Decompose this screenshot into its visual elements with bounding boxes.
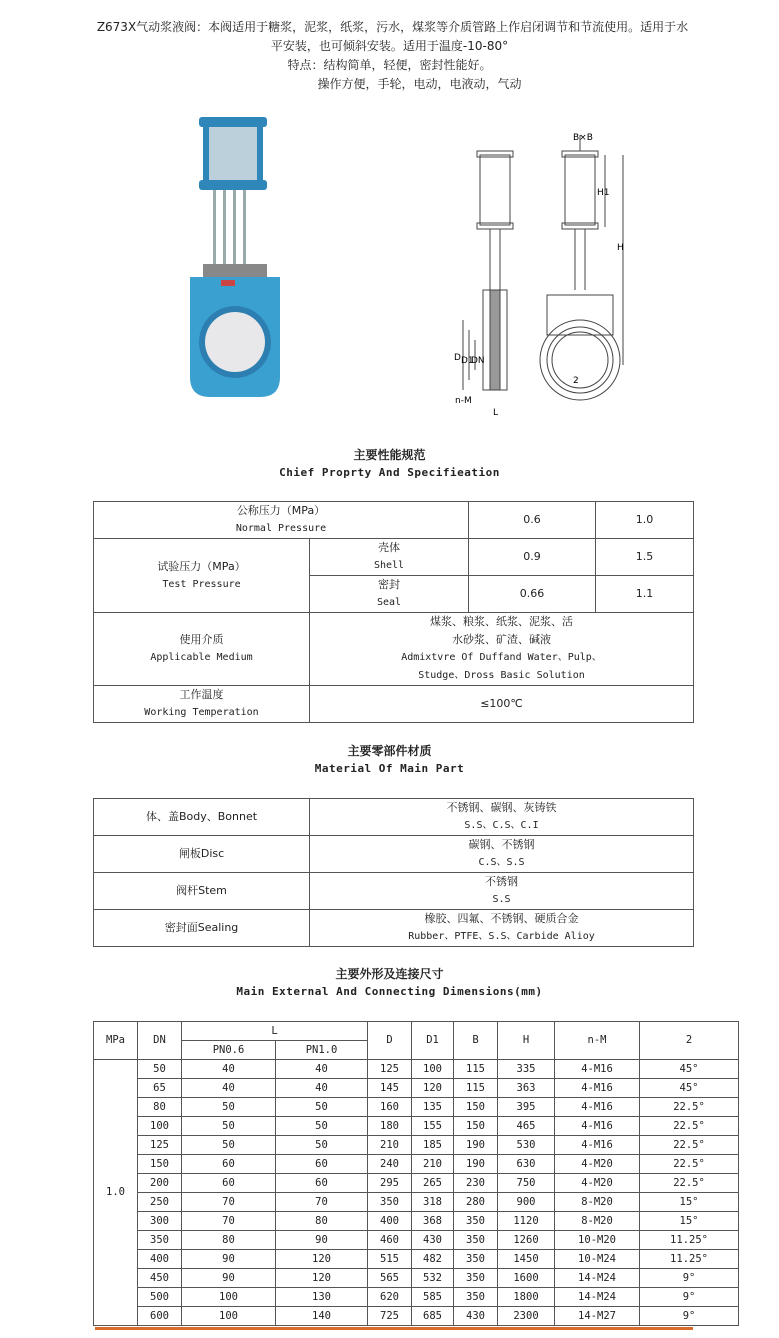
table-cell: 15° [640,1193,739,1212]
table-cell: 515 [368,1250,412,1269]
table-header-row: MPa DN L D D1 B H n-M 2 [94,1022,739,1041]
intro-line-2: 平安装，也可倾斜安装。适用于温度-10-80° [270,39,509,53]
table-cell: 210 [412,1155,454,1174]
table-cell: 15° [640,1212,739,1231]
label-d1: D1 [461,356,474,366]
table-cell: 100 [138,1117,182,1136]
table-cell: 80 [138,1098,182,1117]
table-cell: 180 [368,1117,412,1136]
mpa-cell: 1.0 [94,1060,138,1326]
performance-table [93,501,694,723]
table-cell: 725 [368,1307,412,1326]
material-table [93,798,694,947]
table-cell: 50 [276,1098,368,1117]
table-cell: 22.5° [640,1174,739,1193]
table-cell: 11.25° [640,1231,739,1250]
table-cell: 350 [454,1269,498,1288]
table-cell: 1120 [498,1212,555,1231]
table-cell: 500 [138,1288,182,1307]
table-cell: 10-M24 [555,1250,640,1269]
table-cell: 50 [182,1117,276,1136]
table-cell: 2300 [498,1307,555,1326]
table-cell: 155 [412,1117,454,1136]
table-cell: 750 [498,1174,555,1193]
table-cell: 65 [138,1079,182,1098]
table-cell: 430 [454,1307,498,1326]
intro-line-1: Z673X气动浆液阀：本阀适用于糖浆，泥浆，纸浆，污水，煤浆等介质管路上作启闭调节和节流使用。适用于水 [96,20,689,34]
table-cell: 4-M16 [555,1136,640,1155]
table-cell: 395 [498,1098,555,1117]
table-row [94,1060,739,1079]
table-row [94,1231,739,1250]
table-cell: 70 [182,1193,276,1212]
table-cell: 4-M16 [555,1117,640,1136]
table-cell: 530 [498,1136,555,1155]
table-cell: 585 [412,1288,454,1307]
intro-line-4: 操作方便，手轮，电动，电液动，气动 [317,77,522,91]
table-cell: 350 [138,1231,182,1250]
table-cell: 9° [640,1307,739,1326]
table-cell: 8-M20 [555,1212,640,1231]
table-row [94,1307,739,1326]
table-cell: 430 [412,1231,454,1250]
table-cell: 60 [276,1155,368,1174]
table-row [94,1288,739,1307]
table-cell: 685 [412,1307,454,1326]
table-row: 闸板Disc 碳钢、不锈钢 C.S、S.S [94,836,694,873]
table-header-row: PN0.6 PN1.0 [94,1041,739,1060]
table-cell: 60 [182,1174,276,1193]
table-cell: 190 [454,1136,498,1155]
table-row: 密封面Sealing 橡胶、四氟、不锈钢、硬质合金 Rubber、PTFE、S.S、Carbide Alioy [94,910,694,947]
table-cell: 100 [412,1060,454,1079]
table-row [94,1117,739,1136]
table-cell: 450 [138,1269,182,1288]
table-cell: 125 [368,1060,412,1079]
section3-title: 主要外形及连接尺寸 Main External And Connecting Dimensions(mm) [236,967,543,998]
table-cell: 210 [368,1136,412,1155]
table-cell: 4-M20 [555,1155,640,1174]
table-cell: 240 [368,1155,412,1174]
table-cell: 190 [454,1155,498,1174]
table-cell: 4-M16 [555,1060,640,1079]
label-bxb: B×B [573,133,593,143]
table-cell: 160 [368,1098,412,1117]
table-cell: 40 [182,1060,276,1079]
label-dn: DN [471,356,485,366]
table-cell: 150 [454,1098,498,1117]
table-cell: 150 [138,1155,182,1174]
table-cell: 150 [454,1117,498,1136]
table-cell: 70 [182,1212,276,1231]
table-row: 工作温度 Working Temperation ≤100℃ [94,686,694,723]
label-l: L [493,408,499,418]
dimension-drawing [445,125,655,425]
table-cell: 185 [412,1136,454,1155]
table-cell: 120 [276,1250,368,1269]
table-cell: 120 [276,1269,368,1288]
valve-photo [185,112,285,412]
table-cell: 14-M27 [555,1307,640,1326]
table-cell: 532 [412,1269,454,1288]
table-cell: 8-M20 [555,1193,640,1212]
table-cell: 45° [640,1060,739,1079]
table-cell: 318 [412,1193,454,1212]
table-cell: 40 [276,1079,368,1098]
bottom-accent-line [95,1327,693,1330]
table-cell: 60 [182,1155,276,1174]
table-cell: 4-M20 [555,1174,640,1193]
table-row: 阀杆Stem 不锈钢 S.S [94,873,694,910]
table-cell: 9° [640,1269,739,1288]
label-d: D [454,353,461,363]
intro-line-3: 特点：结构简单，轻便，密封性能好。 [287,58,492,72]
table-cell: 14-M24 [555,1288,640,1307]
table-cell: 80 [276,1212,368,1231]
table-cell: 200 [138,1174,182,1193]
table-cell: 1800 [498,1288,555,1307]
table-cell: 90 [182,1269,276,1288]
table-cell: 400 [138,1250,182,1269]
table-cell: 350 [368,1193,412,1212]
table-cell: 70 [276,1193,368,1212]
table-row: 体、盖Body、Bonnet 不锈钢、碳钢、灰铸铁 S.S、C.S、C.I [94,799,694,836]
table-cell: 40 [276,1060,368,1079]
label-h1: H1 [597,188,610,198]
dimensions-table [93,1021,739,1326]
table-cell: 22.5° [640,1136,739,1155]
table-cell: 50 [138,1060,182,1079]
table-cell: 40 [182,1079,276,1098]
label-h: H [617,243,624,253]
table-cell: 350 [454,1250,498,1269]
table-cell: 630 [498,1155,555,1174]
table-cell: 145 [368,1079,412,1098]
section2-title: 主要零部件材质 Material Of Main Part [314,744,465,775]
table-cell: 50 [276,1136,368,1155]
table-cell: 50 [182,1136,276,1155]
table-cell: 135 [412,1098,454,1117]
table-row: 公称压力（MPa） Normal Pressure 0.6 1.0 [94,502,694,539]
table-cell: 80 [182,1231,276,1250]
table-cell: 9° [640,1288,739,1307]
section1-title: 主要性能规范 Chief Proprty And Specifieation [279,448,500,479]
table-row [94,1174,739,1193]
table-cell: 11.25° [640,1250,739,1269]
table-cell: 482 [412,1250,454,1269]
table-cell: 90 [182,1250,276,1269]
table-cell: 900 [498,1193,555,1212]
label-angle: 2 [573,376,579,386]
table-cell: 350 [454,1212,498,1231]
table-cell: 1450 [498,1250,555,1269]
table-cell: 130 [276,1288,368,1307]
table-cell: 295 [368,1174,412,1193]
table-cell: 600 [138,1307,182,1326]
table-cell: 120 [412,1079,454,1098]
table-row [94,1193,739,1212]
table-row [94,1079,739,1098]
table-cell: 115 [454,1079,498,1098]
table-row [94,1212,739,1231]
table-cell: 230 [454,1174,498,1193]
table-cell: 250 [138,1193,182,1212]
table-cell: 620 [368,1288,412,1307]
table-cell: 400 [368,1212,412,1231]
table-cell: 335 [498,1060,555,1079]
table-cell: 60 [276,1174,368,1193]
table-cell: 14-M24 [555,1269,640,1288]
table-cell: 50 [276,1117,368,1136]
table-row [94,1155,739,1174]
table-cell: 4-M16 [555,1079,640,1098]
table-cell: 363 [498,1079,555,1098]
table-cell: 22.5° [640,1155,739,1174]
table-cell: 350 [454,1288,498,1307]
table-cell: 50 [182,1098,276,1117]
table-row [94,1136,739,1155]
table-cell: 1600 [498,1269,555,1288]
table-cell: 460 [368,1231,412,1250]
table-cell: 465 [498,1117,555,1136]
table-row: 试验压力（MPa） Test Pressure 壳体 Shell 0.9 1.5 [94,539,694,576]
table-cell: 140 [276,1307,368,1326]
intro-text [0,18,779,94]
table-cell: 350 [454,1231,498,1250]
table-row [94,1269,739,1288]
table-cell: 100 [182,1288,276,1307]
label-nm: n-M [455,396,472,406]
table-cell: 22.5° [640,1098,739,1117]
table-cell: 265 [412,1174,454,1193]
table-cell: 565 [368,1269,412,1288]
table-cell: 100 [182,1307,276,1326]
table-cell: 10-M20 [555,1231,640,1250]
table-cell: 4-M16 [555,1098,640,1117]
table-cell: 368 [412,1212,454,1231]
table-row: 使用介质 Applicable Medium 煤浆、粮浆、纸浆、泥浆、活 水砂浆、矿渣、碱液 Admixtvre Of Duffand Water、Pulp、 Studge、Dross Basic Solution [94,613,694,686]
table-cell: 280 [454,1193,498,1212]
table-cell: 1260 [498,1231,555,1250]
table-row [94,1098,739,1117]
table-cell: 22.5° [640,1117,739,1136]
table-cell: 300 [138,1212,182,1231]
table-cell: 90 [276,1231,368,1250]
table-cell: 45° [640,1079,739,1098]
table-row: 密封 Seal 0.66 1.1 [94,576,694,613]
table-row [94,1250,739,1269]
table-cell: 125 [138,1136,182,1155]
table-cell: 115 [454,1060,498,1079]
